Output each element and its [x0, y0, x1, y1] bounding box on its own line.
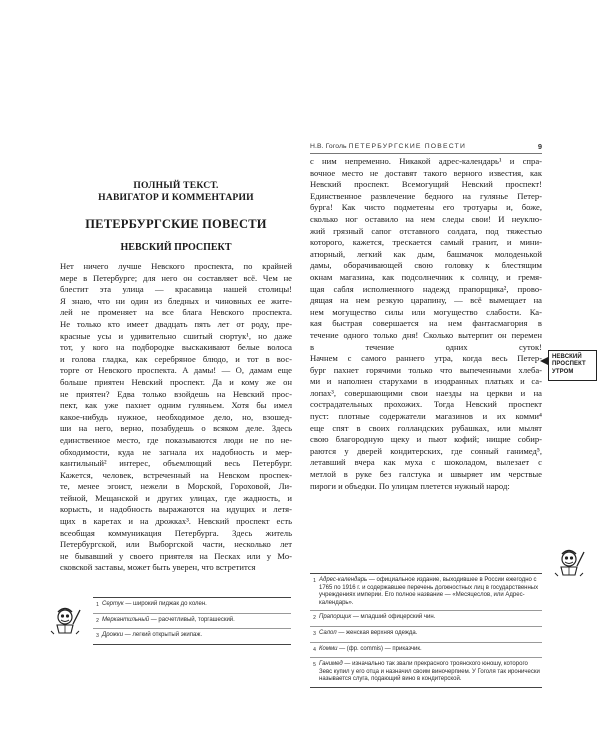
book-title: ПЕТЕРБУРГСКИЕ ПОВЕСТИ	[85, 217, 267, 231]
body-line: кая быстрая совершается на нем фантасмагория в	[310, 318, 542, 329]
body-line: дящая на нем резкую царапину, — всё вымещает на	[310, 295, 542, 306]
running-head-author: Н.В. Гоголь	[310, 143, 347, 150]
body-line: и голова гладка, как серебряное блюдо, и тот в вос-	[60, 353, 292, 364]
body-line: вочное место не доставят такого верного известия, как	[310, 167, 542, 178]
footnote-definition: — расчетливый, торгашеский.	[149, 616, 235, 623]
chapter-title: НЕВСКИЙ ПРОСПЕКТ	[120, 242, 232, 253]
body-line: раются у дверей кондитерских, где сонный ганимед⁵,	[310, 445, 542, 456]
quill-reader-mascot-icon	[48, 604, 82, 638]
footnote-text	[319, 661, 542, 684]
body-line: Не только кто имеет двадцать пять лет от роду, пре-	[60, 318, 292, 329]
footnote-number: 5	[313, 662, 316, 669]
right-body-text	[310, 156, 542, 492]
footnote	[93, 629, 291, 644]
body-line: с ним непременно. Никакой адрес-календарь¹ и спра-	[310, 156, 542, 166]
body-line: кантильный² интерес, объемлющий весь Петербург.	[60, 458, 292, 469]
body-line: Невский проспект. Всемогущий Невский проспект!	[310, 179, 542, 190]
footnote-definition: — официальное издание, выходившее в России ежегодно с 1765 по 1916 г. и содержавшее перечень должностных лиц в государственных учреждениях империи. Его полное название — «Месяцеслов, или Адрес-календарь».	[319, 577, 539, 606]
footnote-number: 2	[313, 615, 316, 622]
footnote-term: Ганимед	[319, 661, 343, 668]
margin-note	[548, 350, 597, 381]
footnote-term: Сертук	[102, 601, 124, 607]
body-line: окнам магазина, как подсолнечник к солнцу, и гремя-	[310, 271, 542, 282]
footnote-number: 1	[96, 602, 99, 608]
body-line: в течение одних суток!	[310, 341, 542, 352]
body-line: метлой в руке без галстука и швыряет им черствые	[310, 469, 542, 480]
footnote-number: 1	[313, 578, 316, 584]
running-head-title: ПЕТЕРБУРГСКИЕ ПОВЕСТИ	[348, 143, 467, 150]
margin-note-line: НЕВСКИЙ	[552, 354, 582, 360]
left-body-text	[60, 261, 292, 574]
footnote-term: Дрожки	[102, 632, 124, 638]
body-line: те, менее эгоист, нежели в Морской, Гороховой, Ли-	[60, 481, 292, 492]
body-line: нем могущество силы или могущество слабости. Ка-	[310, 306, 542, 317]
footnote-number: 2	[96, 617, 99, 624]
body-line: Нет ничего лучше Невского проспекта, по крайней	[60, 261, 292, 271]
running-head-text	[310, 143, 466, 150]
body-line: дамы, оборачивающей свою головку к блестящим	[310, 260, 542, 271]
body-line: блестит эта улица — красавица нашей столицы!	[60, 284, 292, 295]
footnote-text	[319, 614, 542, 622]
body-line: больше приятен Невский проспект. Да и кому же он	[60, 376, 292, 387]
section-heading	[60, 180, 292, 204]
page-number: 9	[537, 142, 542, 151]
body-line: еще спят в своих голландских рубашках, или мылят	[310, 422, 542, 433]
footnote-term: Адрес-календарь	[319, 577, 368, 583]
left-page	[60, 180, 292, 574]
body-line: торге от Невского проспекта. А дамы! — О, дамам еще	[60, 365, 292, 376]
body-line: пект, как уже пахнет одним гуляньем. Хотя бы имел	[60, 400, 292, 411]
body-line: щая сабля исполненного надежд прапорщика², прово-	[310, 283, 542, 294]
footnote-text	[102, 632, 291, 640]
margin-note-line: УТРОМ	[552, 368, 574, 375]
body-line: бург пахнет горячими только что выпеченными хлеба-	[310, 364, 542, 375]
footnote-definition: — легкий открытый экипаж.	[123, 632, 203, 638]
footnote-definition: — (фр. commis) — приказчик.	[337, 645, 422, 652]
body-line: Я знаю, что ни один из бледных и чиновных ее жите-	[60, 295, 292, 306]
right-page	[310, 156, 542, 492]
body-line: атюрный, легкий как дым, башмачок молоденькой	[310, 248, 542, 259]
footnote	[93, 614, 291, 630]
body-line: летавший вчера как муха с шоколадом, вылезает с	[310, 457, 542, 468]
footnote	[93, 598, 291, 614]
body-line: обходимости, куда не загнала их надобность и мер-	[60, 446, 292, 457]
footnote-term: Меркантильный	[102, 616, 150, 623]
body-line: пироги и объедки. По улицам плетется нужный народ:	[310, 480, 510, 491]
right-footnotes	[310, 573, 542, 688]
footnote-text	[319, 630, 542, 638]
footnote	[310, 574, 542, 611]
body-line: не бывавший у своего приятеля на Песках или у Мо-	[60, 550, 292, 561]
footnote-definition: — младший офицерский чин.	[351, 614, 436, 621]
body-line: сострадательных прохожих. Тогда Невский проспект	[310, 399, 542, 410]
footnote-text	[319, 646, 542, 654]
body-line: единственное место, где показываются люди не по не-	[60, 434, 292, 445]
footnote-definition: — изначально так звали прекрасного троянского юношу, которого Зевс купил у его отца и назначил своим виночерпием. У Гоголя так иронически называется слуга, подающий вино в кондитерской.	[319, 661, 540, 683]
body-line: сковской заставы, может быть уверен, что встретится	[60, 562, 256, 573]
body-line: лопах³, совершающими свои наезды на церкви и на	[310, 387, 542, 398]
body-line: Кажется, человек, встреченный на Невском проспек-	[60, 469, 292, 480]
footnote	[310, 611, 542, 627]
body-line: бурга! Как чисто подметены его тротуары и, боже,	[310, 202, 542, 213]
footnote-definition: — широкий пиджак до колен.	[123, 601, 207, 607]
footnote-number: 3	[313, 630, 316, 637]
footnote-text	[102, 617, 291, 625]
footnote-term: Салоп	[319, 629, 337, 636]
body-line: Петербургской, или Выборгской части, несколько лет	[60, 539, 292, 550]
left-footnotes	[93, 597, 291, 645]
margin-note-line: ПРОСПЕКТ	[552, 361, 586, 368]
body-line: мере в Петербурге; для него он составляет всё. Чем не	[60, 272, 292, 283]
footnote	[310, 658, 542, 687]
footnote-term: Комми	[319, 645, 338, 652]
section-heading-line-1: ПОЛНЫЙ ТЕКСТ.	[133, 180, 219, 191]
body-line: сколько ног оставило на нем следы свои! И неуклю-	[310, 213, 542, 224]
running-head	[310, 142, 542, 154]
body-line: ши на него, верно, позабудешь о всяком деле. Здесь	[60, 423, 292, 434]
footnote-text	[319, 577, 542, 607]
footnote	[310, 643, 542, 659]
body-line: жий грязный сапог отставного солдата, под тяжестью	[310, 225, 542, 236]
section-heading-line-2: НАВИГАТОР И КОММЕНТАРИИ	[98, 192, 254, 203]
body-line: которого, кажется, трескается самый гранит, и мини-	[310, 237, 542, 248]
footnote	[310, 627, 542, 643]
body-line: корысть, и надобность выражаются на идущих и летя-	[60, 504, 292, 515]
body-line: ми и наполнен старухами в изодранных платьях и са-	[310, 376, 542, 387]
quill-reader-mascot-icon	[552, 546, 586, 580]
body-line: какое-нибудь нужное, необходимое дело, но, взошед-	[60, 411, 292, 422]
footnote-number: 4	[313, 646, 316, 653]
body-line: Единственное развлечение бедного на гулянье Петер-	[310, 190, 542, 201]
body-line: Начнем с самого раннего утра, когда весь Петер-	[310, 353, 542, 364]
footnote-definition: — женская верхняя одежда.	[336, 629, 418, 636]
body-line: тейной, Мещанской и других улицах, где жадность, и	[60, 492, 292, 503]
body-line: свою благородную щеку и пьют кофий; нищие собир-	[310, 434, 542, 445]
body-line: красные усы и удивительно сшитый сюртук¹, но даже	[60, 330, 292, 341]
footnote-text	[102, 601, 291, 609]
body-line: пуст: плотные содержатели магазинов и их комми⁴	[310, 411, 542, 422]
body-line: тот, у кого на подбородке выскакивают белые волоса	[60, 342, 292, 353]
footnote-term: Прапорщик	[319, 614, 352, 621]
body-line: всеобщая коммуникация Петербурга. Здесь житель	[60, 527, 292, 538]
body-line: не приятен? Едва только взойдешь на Невский прос-	[60, 388, 292, 399]
body-line: щих в каретах и на дрожках³. Невский проспект есть	[60, 516, 292, 527]
body-line: лей не променяет на все блага Невского проспекта.	[60, 307, 292, 318]
body-line: течение одного только дня! Сколько вытерпит он перемен	[310, 329, 542, 340]
footnote-number: 3	[96, 633, 99, 639]
